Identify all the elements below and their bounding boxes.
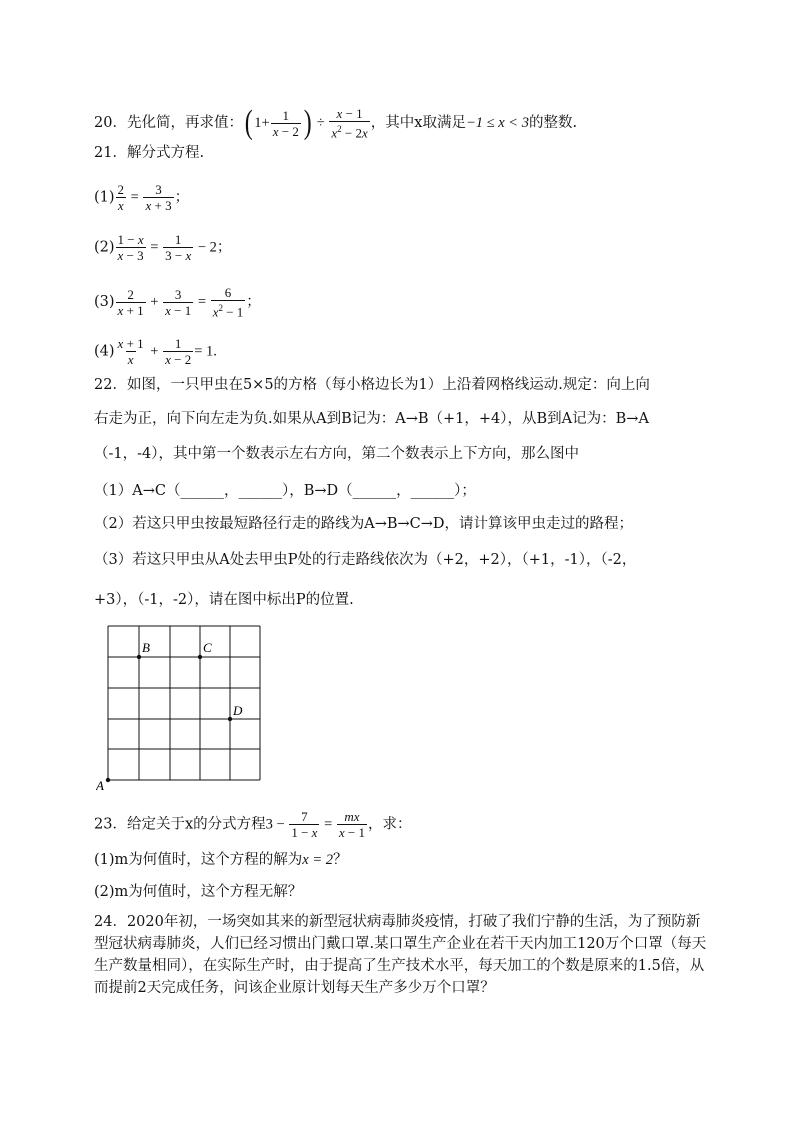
- q21-p1-label: (1): [94, 189, 115, 206]
- point-d: [228, 717, 232, 721]
- label-a: A: [96, 778, 104, 793]
- point-b: [137, 655, 141, 659]
- q21-part-3: (3) $\frac{2}{x + 1}$ + $\frac{3}{x - 1}$ = $\frac{6}{x^2 - 1}$ ；: [94, 285, 261, 320]
- q20-label: 20．先化简，再求值：: [94, 115, 243, 132]
- q20-fraction-2: $\frac{x - 1}{x^2 - 2x}$: [331, 106, 368, 141]
- q23-s1-text: (1)m为何值时，这个方程的解为: [94, 852, 303, 868]
- q21-p3-semi: ；: [246, 294, 261, 311]
- q21-p4-label: (4): [94, 343, 115, 360]
- q20-fraction-1: $\frac{1}{x - 2}$: [272, 107, 299, 139]
- q23-sub-2: (2)m为何值时，这个方程无解？: [94, 884, 303, 900]
- q22-line-3: （-1，-4），其中第一个数表示左右方向，第二个数表示上下方向，那么图中: [94, 446, 579, 462]
- q22-line-2: 右走为正，向下向左走为负.如果从A到B记为：A→B（+1，+4），从B到A记为：B→A: [94, 411, 649, 427]
- q22-line-5: （2）若这只甲虫按最短路径行走的路线为A→B→C→D，请计算该甲虫走过的路程；: [94, 516, 634, 532]
- point-c: [198, 655, 202, 659]
- q21-p2-semi: ；: [216, 239, 232, 256]
- q21-p4-rhs: = 1.: [194, 343, 217, 360]
- label-c: C: [203, 640, 212, 655]
- q21-p3-label: (3): [94, 294, 115, 311]
- q20-end: 的整数.: [528, 115, 578, 132]
- q20-mid: ，其中x取满足: [370, 115, 466, 132]
- q21-p2-label: (2): [94, 239, 115, 256]
- q22-line-4: （1）A→C（______，______），B→D（______，______）；: [94, 483, 476, 499]
- label-d: D: [233, 703, 243, 718]
- q21-part-4: (4) $\frac{x + 1}{x}$ + $\frac{1}{x - 2}$ = 1.: [94, 336, 217, 367]
- question-23: 23．给定关于x的分式方程3 − $\frac{7}{1 - x}$ = $\frac{mx}{x - 1}$ ，求：: [94, 809, 412, 840]
- q21-part-2: (2) $\frac{1 - x}{x - 3}$ = $\frac{1}{3 - x}$ − 2；: [94, 232, 232, 263]
- q23-s1-end: ？: [333, 852, 348, 868]
- q21-p1-semi: ；: [174, 189, 190, 206]
- q20-condition: −1 ≤ x < 3: [465, 115, 529, 132]
- q21-part-1: (1) $\frac{2}{x}$ = $\frac{3}{x + 3}$ ；: [94, 182, 190, 213]
- q23-sub-1: [94, 850, 348, 870]
- q23-ask: ，求：: [368, 816, 412, 833]
- q23-s1-equation: x = 2: [302, 852, 334, 868]
- q22-line-1: 22．如图，一只甲虫在5×5的方格（每小格边长为1）上沿着网格线运动.规定：向上向: [94, 377, 650, 393]
- q22-line-6: （3）若这只甲虫从A处去甲虫P处的行走路线依次为（+2，+2），（+1，-1），（-2，: [94, 552, 637, 568]
- grid-figure: [96, 618, 266, 796]
- question-20: 20．先化简，再求值：( 1+ $\frac{1}{x - 2}$ ) ÷ $\frac{x - 1}{x^2 - 2x}$ ，其中x取满足−1 ≤ x < 3的整数.: [94, 104, 578, 142]
- question-24: 24．2020年初，一场突如其来的新型冠状病毒肺炎疫情，打破了我们宁静的生活，为了预防新型冠状病毒肺炎，人们已经习惯出门戴口罩.某口罩生产企业在若干天内加工120万个口罩（每天生产数量相同），在实际生产时，由于提高了生产技术水平，每天加工的个数是原来的1.5倍，从而提前2天完成任务，问该企业原计划每天生产多少万个口罩？: [94, 914, 707, 996]
- label-b: B: [142, 640, 150, 655]
- q23-label: 23．给定关于x的分式方程: [94, 816, 266, 833]
- q21-title: 21．解分式方程.: [94, 145, 205, 161]
- point-a: [106, 778, 110, 782]
- q22-line-7: +3），（-1，-2），请在图中标出P的位置.: [94, 592, 354, 608]
